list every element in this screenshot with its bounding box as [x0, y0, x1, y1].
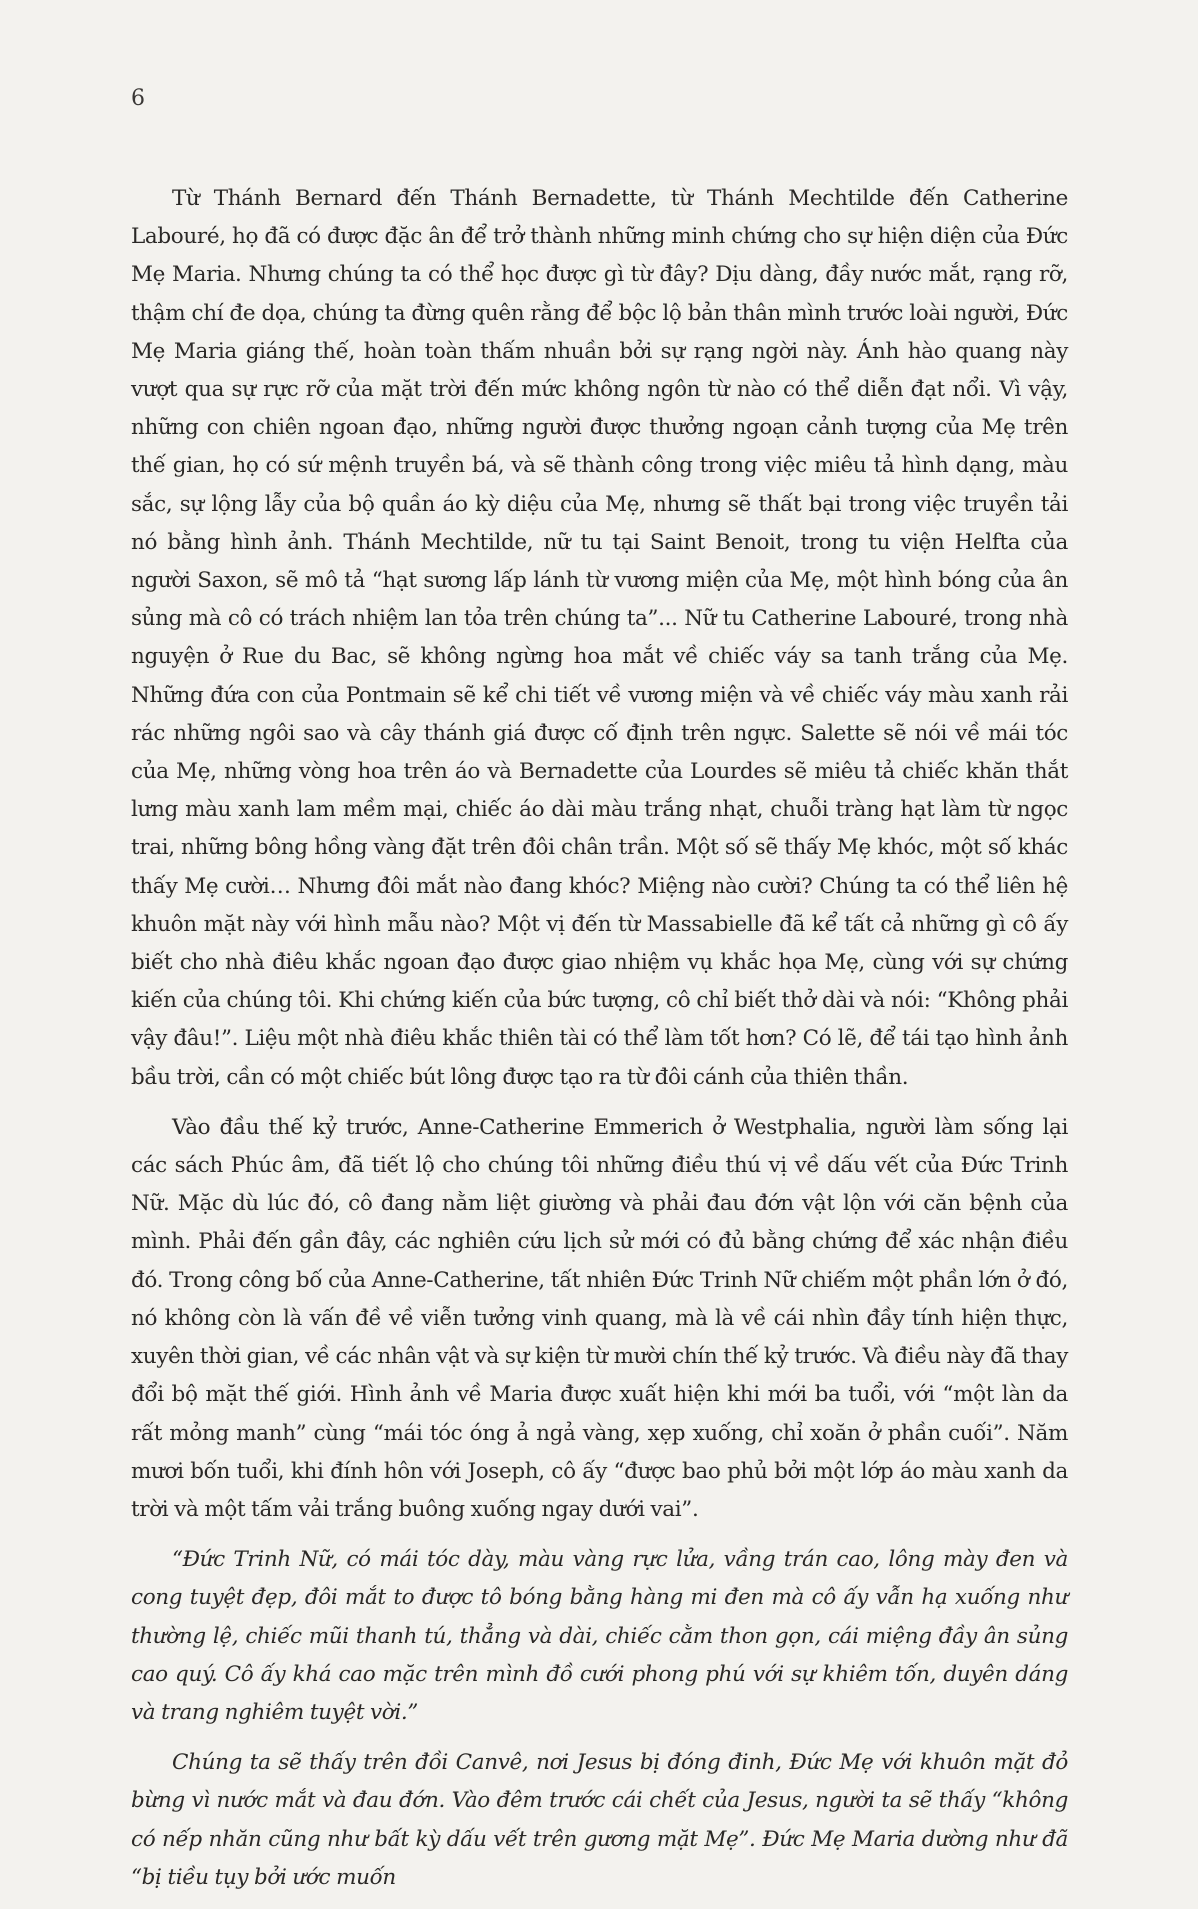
page-body	[131, 180, 1068, 1909]
paragraph-saints-testimony: Từ Thánh Bernard đến Thánh Bernadette, từ Thánh Mechtilde đến Catherine Labouré, họ đã có được đặc ân để trở thành những minh chứng cho sự hiện diện của Đức Mẹ Maria. Nhưng chúng ta có thể học được gì từ đây? Dịu dàng, đầy nước mắt, rạng rỡ, thậm chí đe dọa, chúng ta đừng quên rằng để bộc lộ bản thân mình trước loài người, Đức Mẹ Maria giáng thế, hoàn toàn thấm nhuần bởi sự rạng ngời này. Ánh hào quang này vượt qua sự rực rỡ của mặt trời đến mức không ngôn từ nào có thể diễn đạt nổi. Vì vậy, những con chiên ngoan đạo, những người được thưởng ngoạn cảnh tượng của Mẹ trên thế gian, họ có sứ mệnh truyền bá, và sẽ thành công trong việc miêu tả hình dạng, màu sắc, sự lộng lẫy của bộ quần áo kỳ diệu của Mẹ, nhưng sẽ thất bại trong việc truyền tải nó bằng hình ảnh. Thánh Mechtilde, nữ tu tại Saint Benoit, trong tu viện Helfta của người Saxon, sẽ mô tả “hạt sương lấp lánh từ vương miện của Mẹ, một hình bóng của ân sủng mà cô có trách nhiệm lan tỏa trên chúng ta”... Nữ tu Catherine Labouré, trong nhà nguyện ở Rue du Bac, sẽ không ngừng hoa mắt về chiếc váy sa tanh trắng của Mẹ. Những đứa con của Pontmain sẽ kể chi tiết về vương miện và về chiếc váy màu xanh rải rác những ngôi sao và cây thánh giá được cố định trên ngực. Salette sẽ nói về mái tóc của Mẹ, những vòng hoa trên áo và Bernadette của Lourdes sẽ miêu tả chiếc khăn thắt lưng màu xanh lam mềm mại, chiếc áo dài màu trắng nhạt, chuỗi tràng hạt làm từ ngọc trai, những bông hồng vàng đặt trên đôi chân trần. Một số sẽ thấy Mẹ khóc, một số khác thấy Mẹ cười… Nhưng đôi mắt nào đang khóc? Miệng nào cười? Chúng ta có thể liên hệ khuôn mặt này với hình mẫu nào? Một vị đến từ Massabielle đã kể tất cả những gì cô ấy biết cho nhà điêu khắc ngoan đạo được giao nhiệm vụ khắc họa Mẹ, cùng với sự chứng kiến của chúng tôi. Khi chứng kiến của bức tượng, cô chỉ biết thở dài và nói: “Không phải vậy đâu!”. Liệu một nhà điêu khắc thiên tài có thể làm tốt hơn? Có lẽ, để tái tạo hình ảnh bầu trời, cần có một chiếc bút lông được tạo ra từ đôi cánh của thiên thần.	[131, 186, 1068, 1090]
paragraph-anne-catherine-emmerich: Vào đầu thế kỷ trước, Anne-Catherine Emmerich ở Westphalia, người làm sống lại các sách Phúc âm, đã tiết lộ cho chúng tôi những điều thú vị về dấu vết của Đức Trinh Nữ. Mặc dù lúc đó, cô đang nằm liệt giường và phải đau đớn vật lộn với căn bệnh của mình. Phải đến gần đây, các nghiên cứu lịch sử mới có đủ bằng chứng để xác nhận điều đó. Trong công bố của Anne-Catherine, tất nhiên Đức Trinh Nữ chiếm một phần lớn ở đó, nó không còn là vấn đề về viễn tưởng vinh quang, mà là về cái nhìn đầy tính hiện thực, xuyên thời gian, về các nhân vật và sự kiện từ mười chín thế kỷ trước. Và điều này đã thay đổi bộ mặt thế giới. Hình ảnh về Maria được xuất hiện khi mới ba tuổi, với “một làn da rất mỏng manh” cùng “mái tóc óng ả ngả vàng, xẹp xuống, chỉ xoăn ở phần cuối”. Năm mươi bốn tuổi, khi đính hôn với Joseph, cô ấy “được bao phủ bởi một lớp áo màu xanh da trời và một tấm vải trắng buông xuống ngay dưới vai”.	[131, 1114, 1068, 1522]
page-number: 6	[131, 86, 145, 111]
paragraph-virgin-description-quote: “Đức Trinh Nữ, có mái tóc dày, màu vàng rực lửa, vầng trán cao, lông mày đen và cong tuyệt đẹp, đôi mắt to được tô bóng bằng hàng mi đen mà cô ấy vẫn hạ xuống như thường lệ, chiếc mũi thanh tú, thẳng và dài, chiếc cằm thon gọn, cái miệng đầy ân sủng cao quý. Cô ấy khá cao mặc trên mình đồ cưới phong phú với sự khiêm tốn, duyên dáng và trang nghiêm tuyệt vời.”	[131, 1547, 1068, 1725]
paragraph-calvary: Chúng ta sẽ thấy trên đồi Canvê, nơi Jesus bị đóng đinh, Đức Mẹ với khuôn mặt đỏ bừng vì nước mắt và đau đớn. Vào đêm trước cái chết của Jesus, người ta sẽ thấy “không có nếp nhăn cũng như bất kỳ dấu vết trên gương mặt Mẹ”. Đức Mẹ Maria dường như đã “bị tiều tụy bởi ước muốn	[131, 1750, 1068, 1890]
